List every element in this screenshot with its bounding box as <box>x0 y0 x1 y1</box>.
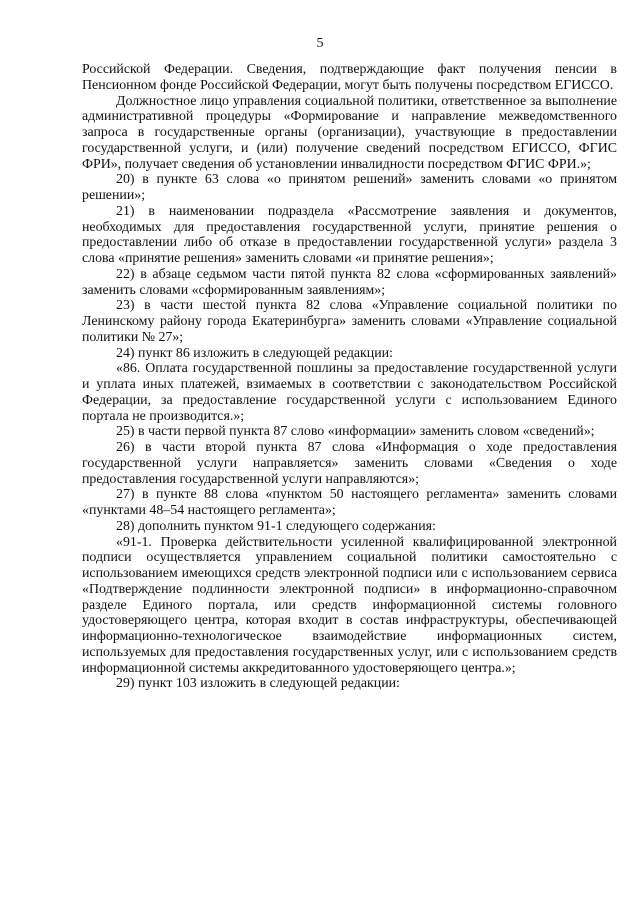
paragraph-item-86-text: «86. Оплата государственной пошлины за предоставление государственной услуги и уплата иных платежей, взимаемых в соответствии с законодательством Российской Федерации, за предоставление государственной услуги с использованием Единого портала не производится.»; <box>82 361 617 424</box>
paragraph-item-23: 23) в части шестой пункта 82 слова «Управление социальной политики по Ленинскому району города Екатеринбурга» заменить словами «Управление социальной политики № 27»; <box>82 298 617 345</box>
paragraph-item-24: 24) пункт 86 изложить в следующей редакции: <box>116 345 393 361</box>
paragraph-official-duties: Должностное лицо управления социальной политики, ответственное за выполнение административной процедуры «Формирование и направление межведомственного запроса в государственные органы (организации), участвующие в предоставлении государственной услуги, и (или) получение сведений посредством ЕГИССО, ФГИС ФРИ», получает сведения об установлении инвалидности посредством ФГИС ФРИ.»; <box>82 93 617 172</box>
paragraph-item-21: 21) в наименовании подраздела «Рассмотрение заявления и документов, необходимых для предоставления государственной услуги, принятие решения о предоставлении либо об отказе в предоставлении государственной услуги» раздела 3 слова «принятие решения» заменить словами «и принятие решения»; <box>82 203 617 266</box>
paragraph-item-29: 29) пункт 103 изложить в следующей редакции: <box>116 676 400 692</box>
paragraph-item-28: 28) дополнить пунктом 91-1 следующего содержания: <box>116 518 436 534</box>
paragraph-item-20: 20) в пункте 63 слова «о принятом решений» заменить словами «о принятом решении»; <box>82 172 617 203</box>
document-body <box>82 62 617 692</box>
paragraph-item-26: 26) в части второй пункта 87 слова «Информация о ходе предоставления государственной услуги направляется» заменить словами «Сведения о ходе предоставления государственной услуги направляются»; <box>82 440 617 487</box>
paragraph-continuation: Российской Федерации. Сведения, подтверждающие факт получения пенсии в Пенсионном фонде Российской Федерации, могут быть получены посредством ЕГИССО. <box>82 62 617 93</box>
paragraph-item-25: 25) в части первой пункта 87 слово «информации» заменить словом «сведений»; <box>116 424 595 440</box>
page-number: 5 <box>316 36 324 51</box>
paragraph-item-91-1-text: «91-1. Проверка действительности усиленной квалифицированной электронной подписи осуществляется управлением социальной политики самостоятельно с использованием имеющихся средств электронной подписи или с использованием сервиса «Подтверждение подлинности электронной подписи» в информационно-справочном разделе Единого портала, или средств информационной системы головного удостоверяющего центра, которая входит в состав инфраструктуры, обеспечивающей информационно-технологическое взаимодействие информационных систем, используемых для предоставления государственных услуг, или с использованием средств информационной системы аккредитованного удостоверяющего центра.»; <box>82 534 617 676</box>
paragraph-item-27: 27) в пункте 88 слова «пунктом 50 настоящего регламента» заменить словами «пунктами 48–54 настоящего регламента»; <box>82 487 617 518</box>
paragraph-item-22: 22) в абзаце седьмом части пятой пункта 82 слова «сформированных заявлений» заменить словами «сформированным заявлениям»; <box>82 266 617 298</box>
